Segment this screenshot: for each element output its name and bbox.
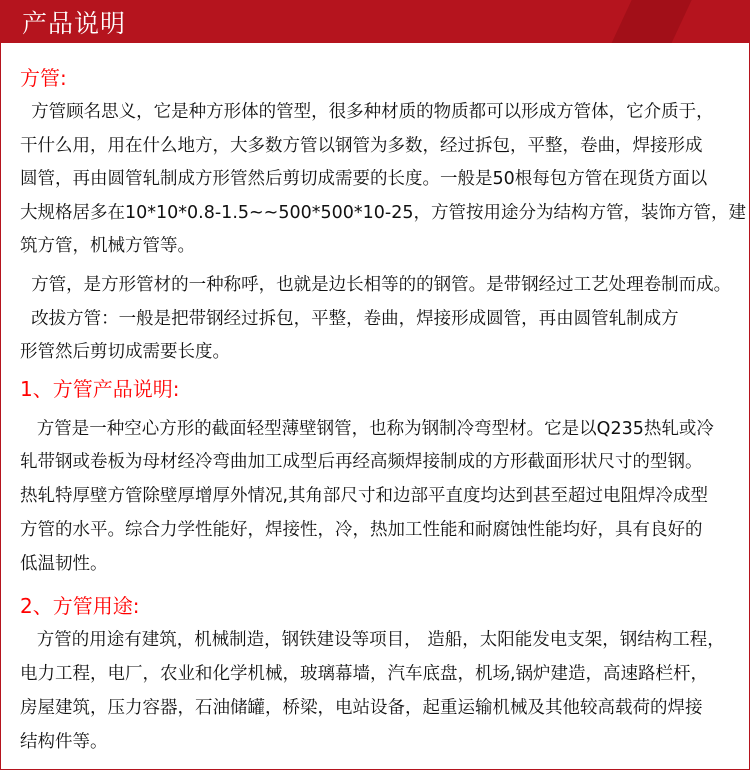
paragraph-line: 大规格居多在10*10*0.8-1.5~~500*500*10-25，方管按用途分为结构方管，装饰方管，建: [20, 203, 746, 223]
decorative-stripe: [604, 0, 697, 43]
page-title: 产品说明: [22, 9, 127, 38]
paragraph-line: 方管是一种空心方形的截面轻型薄壁钢管，也称为钢制冷弯型材。它是以Q235热轧或冷: [20, 419, 714, 439]
section-heading: 2、方管用途:: [20, 594, 140, 618]
section-heading: 方管:: [20, 66, 67, 90]
paragraph-line: 筑方管，机械方管等。: [20, 236, 195, 256]
paragraph-line: 方管的水平。综合力学性能好，焊接性，冷，热加工性能和耐腐蚀性能均好，具有良好的: [20, 520, 703, 540]
paragraph-line: 轧带钢或卷板为母材经冷弯曲加工成型后再经高频焊接制成的方形截面形状尺寸的型钢。: [20, 452, 703, 472]
paragraph-line: 方管的用途有建筑，机械制造，钢铁建设等项目， 造船，太阳能发电支架，钢结构工程，: [20, 630, 725, 650]
paragraph-line: 电力工程，电厂，农业和化学机械，玻璃幕墙，汽车底盘，机场,锅炉建造，高速路栏杆，: [20, 664, 709, 684]
paragraph-line: 干什么用，用在什么地方，大多数方管以钢管为多数，经过拆包，平整，卷曲，焊接形成: [20, 136, 703, 156]
section-heading: 1、方管产品说明:: [20, 377, 180, 401]
decorative-stripe: [744, 0, 750, 43]
paragraph-line: 结构件等。: [20, 732, 108, 752]
paragraph-line: 房屋建筑，压力容器，石油储罐，桥梁，电站设备，起重运输机械及其他较高载荷的焊接: [20, 698, 703, 718]
paragraph-line: 圆管，再由圆管轧制成方形管然后剪切成需要的长度。一般是50根每包方管在现货方面以: [20, 169, 708, 189]
paragraph-line: 改拔方管：一般是把带钢经过拆包，平整，卷曲，焊接形成圆管，再由圆管轧制成方: [20, 309, 679, 329]
paragraph-line: 方管，是方形管材的一种称呼，也就是边长相等的的钢管。是带钢经过工艺处理卷制而成。: [20, 275, 732, 295]
paragraph-line: 低温韧性。: [20, 554, 108, 574]
paragraph-line: 热轧特厚壁方管除壁厚增厚外情况,其角部尺寸和边部平直度均达到甚至超过电阻焊冷成型: [20, 486, 709, 506]
header-banner: [0, 0, 750, 43]
paragraph-line: 方管顾名思义，它是种方形体的管型，很多种材质的物质都可以形成方管体，它介质于，: [20, 102, 714, 122]
paragraph-line: 形管然后剪切成需要长度。: [20, 342, 230, 362]
